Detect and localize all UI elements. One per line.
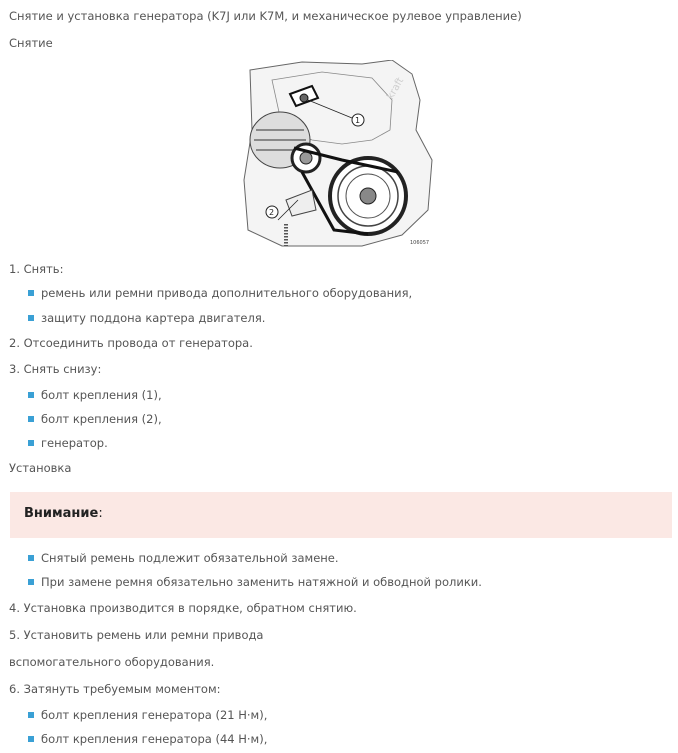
bullet-icon (28, 712, 34, 718)
page-title: Снятие и установка генератора (K7J или K7M, и механическое рулевое управление) (9, 9, 522, 23)
section-removal-heading: Снятие (9, 36, 53, 50)
step-6-heading: 6. Затянуть требуемым моментом: (9, 682, 221, 696)
bullet-icon (28, 555, 34, 561)
list-item: генератор. (28, 436, 108, 450)
bullet-icon (28, 290, 34, 296)
step-2: 2. Отсоединить провода от генератора. (9, 336, 253, 350)
step-4: 4. Установка производится в порядке, обратном снятию. (9, 601, 357, 615)
list-item: болт крепления генератора (21 Н·м), (28, 708, 267, 722)
warning-callout (10, 492, 672, 538)
bullet-icon (28, 579, 34, 585)
figure-code: 106057 (410, 240, 430, 246)
bullet-icon (28, 416, 34, 422)
callout-2: 2 (269, 208, 275, 217)
list-item: болт крепления генератора (44 Н·м), (28, 732, 267, 746)
step-5-line-1: 5. Установить ремень или ремни привода (9, 628, 264, 642)
crankshaft-pulley (330, 158, 406, 234)
alternator-diagram-svg (242, 60, 434, 248)
list-item: защиту поддона картера двигателя. (28, 311, 265, 325)
callout-1: 1 (355, 116, 361, 125)
step-3-heading: 3. Снять снизу: (9, 362, 102, 376)
list-item: болт крепления (2), (28, 412, 162, 426)
list-item: болт крепления (1), (28, 388, 162, 402)
bullet-icon (28, 440, 34, 446)
alternator-diagram (242, 60, 434, 248)
bullet-icon (28, 392, 34, 398)
list-item: При замене ремня обязательно заменить натяжной и обводной ролики. (28, 575, 482, 589)
bullet-icon (28, 315, 34, 321)
section-install-heading: Установка (9, 461, 72, 475)
bullet-icon (28, 736, 34, 742)
warning-title: Внимание: (24, 506, 103, 521)
list-item: Снятый ремень подлежит обязательной замене. (28, 551, 339, 565)
list-item: ремень или ремни привода дополнительного оборудования, (28, 286, 412, 300)
step-5-line-2: вспомогательного оборудования. (9, 655, 215, 669)
step-1-heading: 1. Снять: (9, 262, 64, 276)
watermark: kraft (385, 75, 407, 102)
